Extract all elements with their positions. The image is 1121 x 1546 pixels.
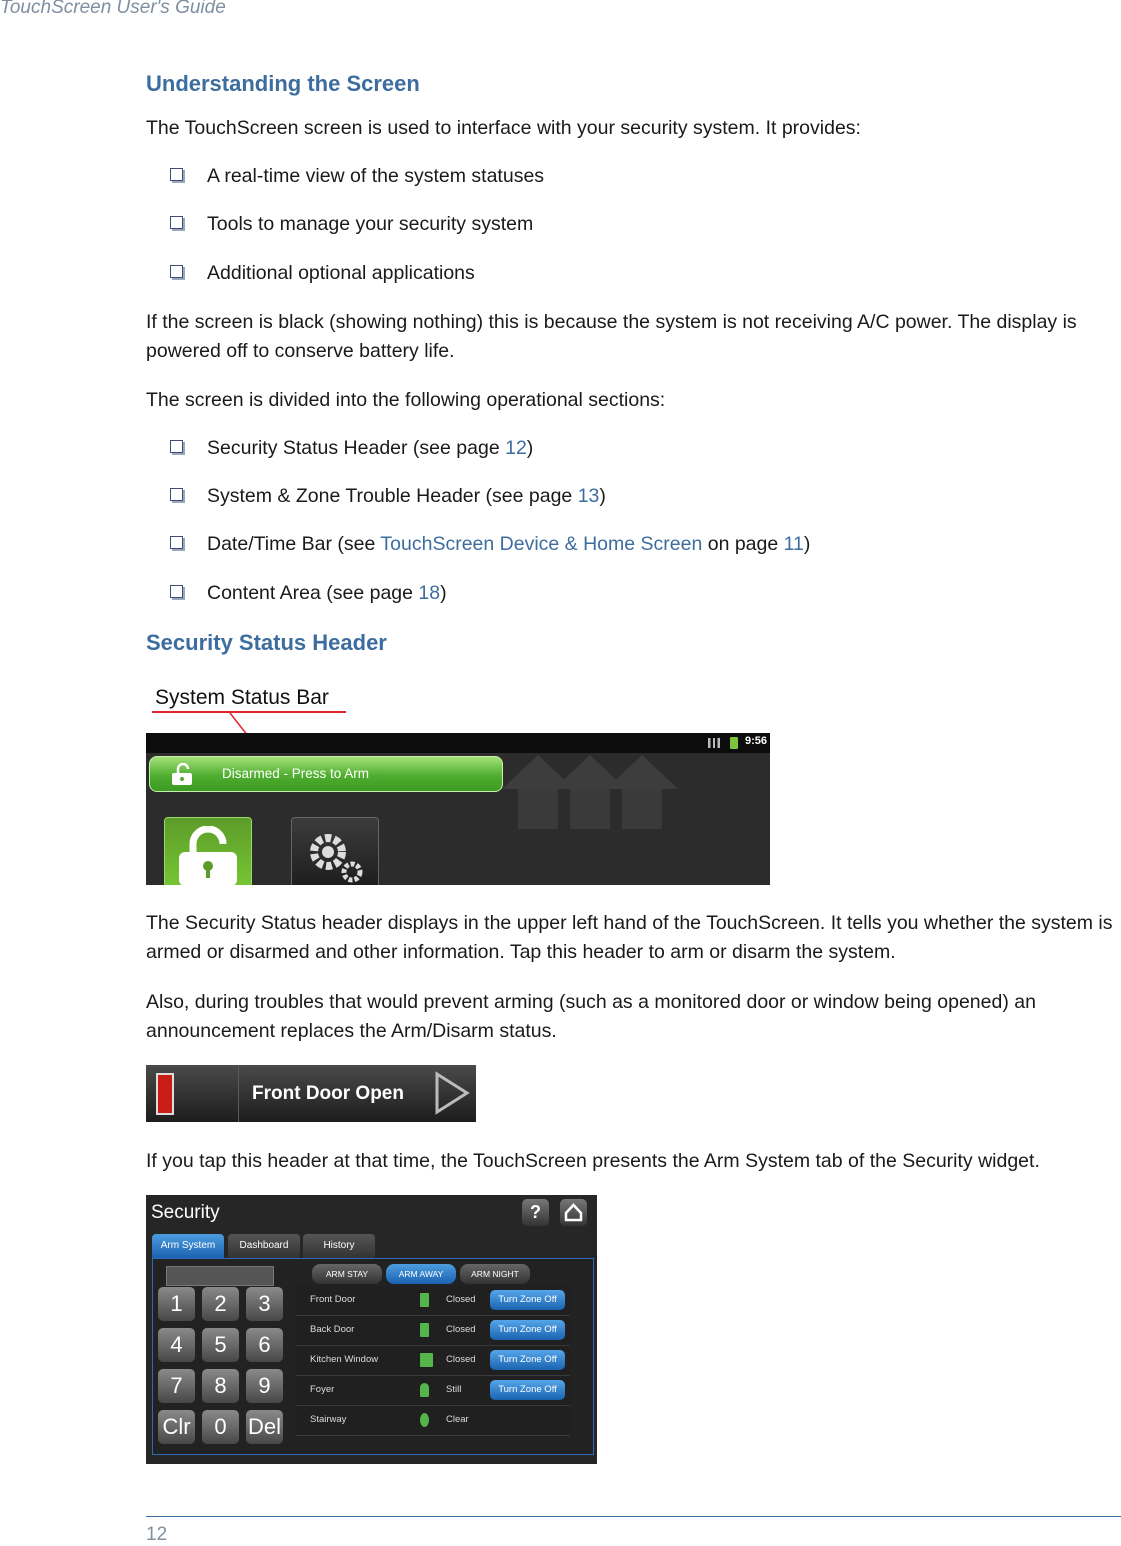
help-button[interactable]: ? bbox=[522, 1199, 549, 1226]
tab-arm-system[interactable]: Arm System bbox=[152, 1234, 224, 1258]
turn-zone-off-button[interactable]: Turn Zone Off bbox=[490, 1380, 565, 1400]
security-tile[interactable] bbox=[164, 817, 252, 885]
heading-security-status: Security Status Header bbox=[146, 630, 387, 655]
table-row: Front Door Closed Turn Zone Off bbox=[296, 1286, 570, 1316]
keypad-key[interactable]: 0 bbox=[202, 1410, 239, 1444]
arm-night-button[interactable]: ARM NIGHT bbox=[460, 1264, 530, 1284]
keypad-key[interactable]: Del bbox=[246, 1410, 283, 1444]
open-door-icon bbox=[156, 1073, 174, 1115]
list-item: Content Area (see page 18) bbox=[170, 580, 447, 606]
door-icon bbox=[420, 1293, 429, 1307]
unlock-icon bbox=[168, 763, 198, 787]
keypad-key[interactable]: 1 bbox=[158, 1287, 195, 1321]
play-arrow-icon bbox=[434, 1071, 470, 1115]
home-button[interactable] bbox=[560, 1199, 587, 1226]
checkbox-bullet-icon bbox=[170, 536, 183, 549]
table-row: Stairway Clear bbox=[296, 1406, 570, 1436]
keypad-key[interactable]: 3 bbox=[246, 1287, 283, 1321]
turn-zone-off-button[interactable]: Turn Zone Off bbox=[490, 1350, 565, 1370]
arm-status-label: Disarmed - Press to Arm bbox=[222, 766, 370, 781]
callout-label: System Status Bar bbox=[155, 686, 329, 709]
page-link[interactable]: 13 bbox=[577, 485, 600, 507]
sections-intro: The screen is divided into the following operational sections: bbox=[146, 389, 666, 411]
keypad-key[interactable]: 5 bbox=[202, 1328, 239, 1362]
heading-understanding: Understanding the Screen bbox=[146, 71, 420, 96]
window-icon bbox=[420, 1353, 433, 1367]
page-link[interactable]: 11 bbox=[783, 533, 804, 555]
battery-icon bbox=[730, 737, 738, 749]
motion-person-icon bbox=[420, 1383, 429, 1397]
gear-icon bbox=[302, 826, 368, 885]
announcement-label: Front Door Open bbox=[252, 1083, 404, 1104]
tab-history[interactable]: History bbox=[303, 1234, 375, 1258]
keypad-key[interactable]: 2 bbox=[202, 1287, 239, 1321]
checkbox-bullet-icon bbox=[170, 216, 183, 229]
widget-title: Security bbox=[151, 1202, 220, 1223]
home-icon bbox=[560, 1199, 587, 1226]
keypad-key[interactable]: Clr bbox=[158, 1410, 195, 1444]
footer-rule bbox=[146, 1516, 1121, 1517]
running-head: TouchScreen User's Guide bbox=[0, 0, 226, 18]
tap-header-paragraph: If you tap this header at that time, the TouchScreen presents the Arm System tab of the Security widget. bbox=[146, 1150, 1040, 1172]
list-item: Security Status Header (see page 12) bbox=[170, 435, 533, 461]
code-display bbox=[166, 1266, 274, 1286]
intro-paragraph: The TouchScreen screen is used to interface with your security system. It provides: bbox=[146, 117, 861, 139]
keypad-key[interactable]: 6 bbox=[246, 1328, 283, 1362]
checkbox-bullet-icon bbox=[170, 265, 183, 278]
table-row: Back Door Closed Turn Zone Off bbox=[296, 1316, 570, 1346]
page-number: 12 bbox=[146, 1524, 168, 1545]
checkbox-bullet-icon bbox=[170, 168, 183, 181]
arm-stay-button[interactable]: ARM STAY bbox=[312, 1264, 382, 1284]
list-item: A real-time view of the system statuses bbox=[170, 163, 544, 189]
tab-dashboard[interactable]: Dashboard bbox=[228, 1234, 300, 1258]
turn-zone-off-button[interactable]: Turn Zone Off bbox=[490, 1290, 565, 1310]
trouble-announcement-screenshot[interactable] bbox=[146, 1065, 476, 1122]
system-status-bar bbox=[146, 733, 770, 753]
table-row: Foyer Still Turn Zone Off bbox=[296, 1376, 570, 1406]
checkbox-bullet-icon bbox=[170, 440, 183, 453]
security-widget-screenshot bbox=[146, 1195, 597, 1464]
list-item: Tools to manage your security system bbox=[170, 211, 533, 237]
section-link[interactable]: TouchScreen Device & Home Screen bbox=[380, 533, 703, 555]
page-link[interactable]: 18 bbox=[418, 582, 441, 604]
list-item: System & Zone Trouble Header (see page 13) bbox=[170, 483, 606, 509]
security-header-paragraph: The Security Status header displays in the upper left hand of the TouchScreen. It tells you whether the system is armed or disarmed and other information. Tap this header to arm or disarm the system. bbox=[146, 912, 1113, 963]
list-item: Additional optional applications bbox=[170, 260, 475, 286]
black-screen-paragraph: If the screen is black (showing nothing) this is because the system is not receiving A/C power. The display is powered off to conserve battery life. bbox=[146, 311, 1077, 362]
keypad-key[interactable]: 4 bbox=[158, 1328, 195, 1362]
troubles-paragraph: Also, during troubles that would prevent arming (such as a monitored door or window being opened) an announcement replaces the Arm/Disarm status. bbox=[146, 991, 1036, 1042]
table-row: Kitchen Window Closed Turn Zone Off bbox=[296, 1346, 570, 1376]
keypad-key[interactable]: 9 bbox=[246, 1369, 283, 1403]
drop-icon bbox=[420, 1413, 429, 1427]
arm-away-button[interactable]: ARM AWAY bbox=[386, 1264, 456, 1284]
clock: 9:56 bbox=[744, 735, 767, 747]
keypad-key[interactable]: 7 bbox=[158, 1369, 195, 1403]
arm-status-button[interactable] bbox=[149, 756, 503, 792]
page-link[interactable]: 12 bbox=[505, 437, 527, 459]
home-screen-screenshot bbox=[146, 733, 770, 885]
turn-zone-off-button[interactable]: Turn Zone Off bbox=[490, 1320, 565, 1340]
signal-icon bbox=[708, 738, 720, 748]
keypad-key[interactable]: 8 bbox=[202, 1369, 239, 1403]
checkbox-bullet-icon bbox=[170, 488, 183, 501]
list-item: Date/Time Bar (see TouchScreen Device & Home Screen on page 11) bbox=[170, 531, 810, 557]
checkbox-bullet-icon bbox=[170, 585, 183, 598]
lock-icon bbox=[175, 826, 241, 885]
settings-tile[interactable] bbox=[291, 817, 379, 885]
door-icon bbox=[420, 1323, 429, 1337]
